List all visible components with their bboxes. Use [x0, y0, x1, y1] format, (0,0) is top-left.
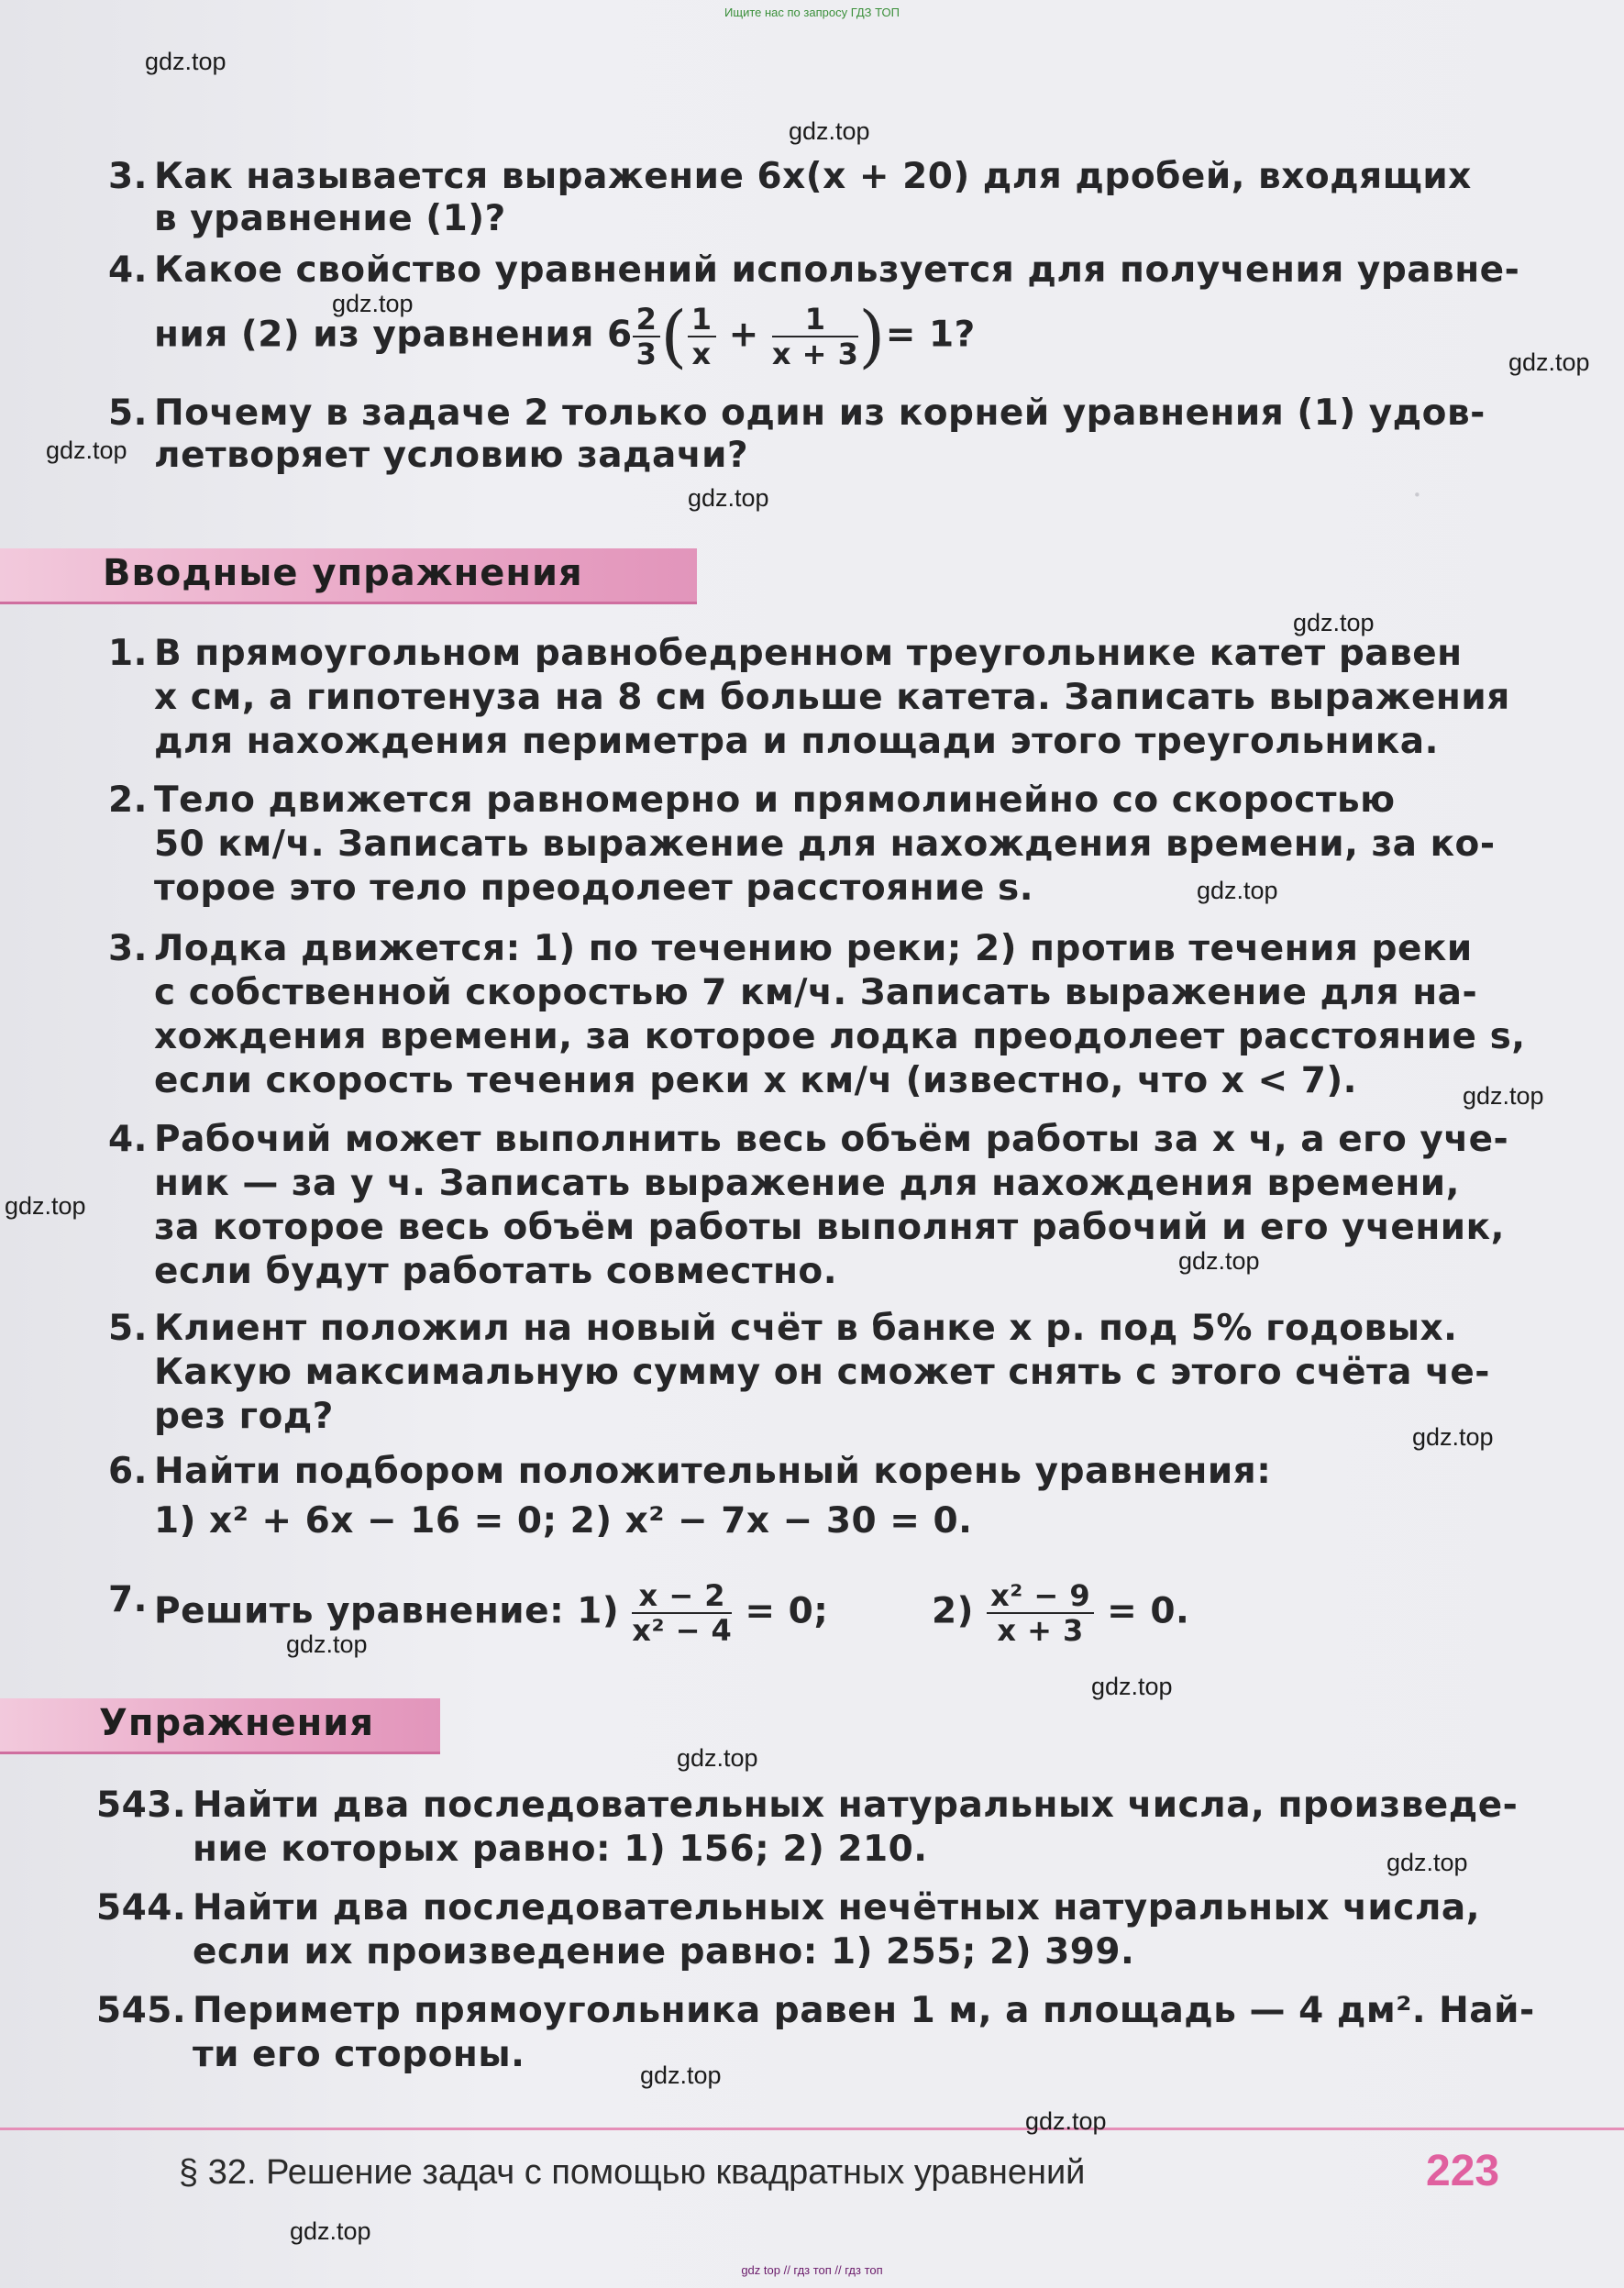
footer-section-title: § 32. Решение задач с помощью квадратных уравнений [179, 2153, 1086, 2192]
exercise-text: Найти подбором положительный корень уравнения: [154, 1451, 1272, 1492]
watermark: gdz.top [332, 290, 414, 317]
exercise-number: 544. [96, 1887, 187, 1929]
formula-suffix: = 1? [885, 314, 976, 356]
question-text: Как называется выражение 6x(x + 20) для дробей, входящих [154, 156, 1472, 197]
exercise-text: ти его стороны. [193, 2034, 525, 2075]
watermark: gdz.top [1386, 1849, 1468, 1876]
exercise-text: 50 км/ч. Записать выражение для нахождения времени, за ко- [154, 823, 1496, 865]
watermark: gdz.top [1412, 1423, 1494, 1451]
footer-rule [0, 2128, 1624, 2130]
question-text: в уравнение (1)? [154, 198, 506, 239]
exercise-text: для нахождения периметра и площади этого треугольника. [154, 721, 1439, 762]
exercise-number: 6. [108, 1451, 148, 1492]
exercise-text: хождения времени, за которое лодка преодолеет расстояние s, [154, 1016, 1526, 1057]
exercise-text: ние которых равно: 1) 156; 2) 210. [193, 1829, 928, 1870]
exercise-equations: 1) x² + 6x − 16 = 0; 2) x² − 7x − 30 = 0. [154, 1500, 973, 1542]
watermark: gdz.top [789, 117, 870, 145]
exercise-number: 5. [108, 1308, 148, 1349]
exercise-text: Тело движется равномерно и прямолинейно со скоростью [154, 779, 1396, 821]
exercise-number: 1. [108, 633, 148, 674]
watermark: gdz.top [688, 484, 769, 512]
fraction: $\frac{x - 2}{\text{x² − 4}}$ [632, 1578, 733, 1648]
exercise-text: если скорость течения реки x км/ч (известно, что x < 7). [154, 1060, 1357, 1101]
question-text: Почему в задаче 2 только один из корней уравнения (1) удов- [154, 392, 1486, 434]
question-text: Какое свойство уравнений используется для получения уравне- [154, 249, 1520, 291]
fraction: $\frac{2}{3}$ [633, 303, 661, 370]
exercise-text: В прямоугольном равнобедренном треугольнике катет равен [154, 633, 1463, 674]
header-note: Ищите нас по запросу ГДЗ ТОП [724, 6, 900, 19]
watermark: gdz.top [286, 1630, 368, 1658]
watermark: gdz.top [1178, 1247, 1260, 1275]
exercise-text: если их произведение равно: 1) 255; 2) 399. [193, 1931, 1135, 1973]
exercise-text: если будут работать совместно. [154, 1251, 838, 1292]
watermark: gdz.top [1463, 1082, 1544, 1110]
exercise-text: торое это тело преодолеет расстояние s. [154, 868, 1034, 909]
exercise-text: Найти два последовательных натуральных числа, произведе- [193, 1785, 1519, 1826]
formula-prefix: ния (2) из уравнения 6 [154, 314, 633, 356]
exercise-number: 3. [108, 928, 148, 969]
fraction: $\frac{1}{x}$ [688, 303, 716, 370]
question-number: 4. [108, 249, 148, 291]
question-formula-line: ния (2) из уравнения 6 $\frac{2}{3}$ ( $\frac{1}{x}$ + $\frac{1}{x + 3}$ )= 1? [154, 297, 976, 376]
exercise-text: ник — за y ч. Записать выражение для нахождения времени, [154, 1163, 1460, 1204]
question-number: 5. [108, 392, 148, 434]
watermark: gdz.top [290, 2217, 371, 2245]
exercise-text: за которое весь объём работы выполнят рабочий и его ученик, [154, 1207, 1505, 1248]
watermark: gdz.top [1508, 348, 1590, 376]
exercise-7-text: Решить уравнение: 1) $\frac{x - 2}{\text{x² − 4}}$ = 0; 2) $\frac{\text{x² − 9}}{x + 3}$ = 0. [154, 1578, 1190, 1648]
section-title: Упражнения [99, 1702, 375, 1744]
watermark: gdz.top [640, 2061, 722, 2089]
exercise-text: с собственной скоростью 7 км/ч. Записать выражение для на- [154, 972, 1478, 1013]
exercise-text: Лодка движется: 1) по течению реки; 2) против течения реки [154, 928, 1473, 969]
exercise-number: 543. [96, 1785, 187, 1826]
watermark: gdz.top [46, 437, 127, 464]
exercise-number: 7. [108, 1579, 148, 1620]
watermark: gdz.top [1025, 2107, 1107, 2135]
page-number: 223 [1426, 2147, 1500, 2195]
exercise-number: 2. [108, 779, 148, 821]
question-text: летворяет условию задачи? [154, 435, 749, 476]
exercise-number: 4. [108, 1119, 148, 1160]
exercise-text: рез год? [154, 1396, 334, 1437]
exercise-text: Периметр прямоугольника равен 1 м, а площадь — 4 дм². Най- [193, 1990, 1535, 2031]
footer-note: gdz top // гдз топ // гдз топ [741, 2263, 883, 2277]
exercise-text: Найти два последовательных нечётных натуральных числа, [193, 1887, 1481, 1929]
exercise-text: Какую максимальную сумму он сможет снять с этого счёта че- [154, 1352, 1490, 1393]
exercise-text: x см, а гипотенуза на 8 см больше катета. Записать выражения [154, 677, 1510, 718]
watermark: gdz.top [677, 1744, 758, 1772]
watermark: gdz.top [5, 1192, 86, 1220]
section-title: Вводные упражнения [103, 552, 583, 594]
watermark: gdz.top [1293, 609, 1375, 636]
watermark: gdz.top [145, 48, 226, 75]
bleed-through: · [1412, 477, 1422, 514]
fraction: $\frac{1}{x + 3}$ [771, 302, 859, 371]
watermark: gdz.top [1091, 1673, 1173, 1700]
exercise-text: Рабочий может выполнить весь объём работы за x ч, а его уче- [154, 1119, 1509, 1160]
fraction: $\frac{\text{x² − 9}}{x + 3}$ [987, 1579, 1094, 1647]
question-number: 3. [108, 156, 148, 197]
watermark: gdz.top [1197, 877, 1278, 904]
exercise-text: Клиент положил на новый счёт в банке x р. под 5% годовых. [154, 1308, 1458, 1349]
exercise-number: 545. [96, 1990, 187, 2031]
